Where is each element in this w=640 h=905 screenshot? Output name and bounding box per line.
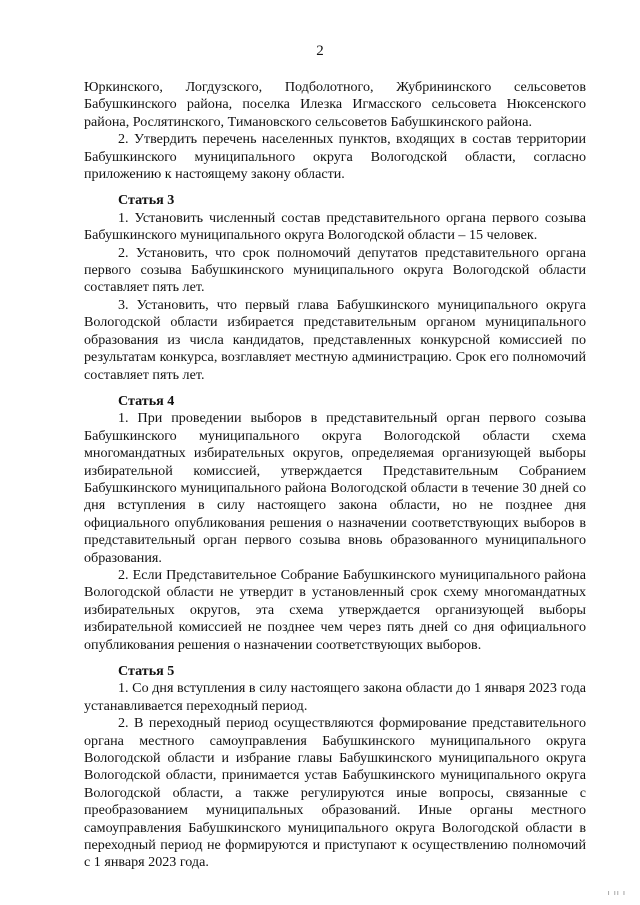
article-paragraph: 1. При проведении выборов в представительный орган первого созыва Бабушкинского муниципального округа Вологодской области схема многомандатных избирательных округов, определяемая организующей выборы избирательной комиссией, утверждается Представительным Собранием Бабушкинского муниципального района Вологодской области в течение 30 дней со дня вступления в силу настоящего закона области, но не позднее дня официального опубликования решения о назначении соответствующих выборов в представительный орган первого созыва вновь образованного муниципального образования.	[84, 410, 586, 566]
article-paragraph: 2. Установить, что срок полномочий депутатов представительного органа первого созыва Бабушкинского муниципального округа Вологодской области составляет пять лет.	[84, 244, 586, 296]
article-paragraph: 2. Если Представительное Собрание Бабушкинского муниципального района Вологодской области не утвердит в установленный срок схему многомандатных избирательных округов, эта схема утверждается организующей выборы избирательной комиссией не позднее чем через пять дней со дня официального опубликования решения о назначении соответствующих выборов.	[84, 566, 586, 653]
document-body	[84, 79, 586, 872]
article-paragraph: 1. Установить численный состав представительного органа первого созыва Бабушкинского муниципального округа Вологодской области – 15 человек.	[84, 209, 586, 244]
article-heading: Статья 3	[118, 192, 175, 209]
article-4	[84, 393, 586, 654]
article-paragraph: 2. В переходный период осуществляются формирование представительного органа местного самоуправления Бабушкинского муниципального округа Вологодской области и избрание главы Бабушкинского муниципального округа Вологодской области, принимается устав Бабушкинского муниципального округа Вологодской области, а также регулируются иные вопросы, связанные с преобразованием муниципальных образований. Иные органы местного самоуправления Бабушкинского муниципального округа Вологодской области в переходный период не формируются и приступают к осуществлению полномочий с 1 января 2023 года.	[84, 715, 586, 871]
article-paragraph: 1. Со дня вступления в силу настоящего закона области до 1 января 2023 года устанавливается переходный период.	[84, 680, 586, 714]
article-3	[84, 192, 586, 383]
paragraph-item-2: 2. Утвердить перечень населенных пунктов, входящих в состав территории Бабушкинского муниципального округа Вологодской области, согласно приложению к настоящему закону области.	[84, 131, 586, 183]
article-paragraph: 3. Установить, что первый глава Бабушкинского муниципального округа Вологодской области избирается представительным органом муниципального образования из числа кандидатов, представленных конкурсной комиссией по результатам конкурса, возглавляет местную администрацию. Срок его полномочий составляет пять лет.	[84, 296, 586, 383]
article-heading: Статья 5	[118, 663, 175, 679]
article-heading: Статья 4	[118, 392, 175, 409]
footer-scan-marks: ı ıı ı	[607, 889, 626, 897]
page-number: 2	[316, 43, 324, 59]
article-5	[84, 663, 586, 872]
continuation-paragraph: Юркинского, Логдузского, Подболотного, Жубрининского сельсоветов Бабушкинского района, поселка Илезка Игмасского сельсовета Нюксенского района, Рослятинского, Тимановского сельсоветов Бабушкинского района.	[84, 79, 586, 130]
